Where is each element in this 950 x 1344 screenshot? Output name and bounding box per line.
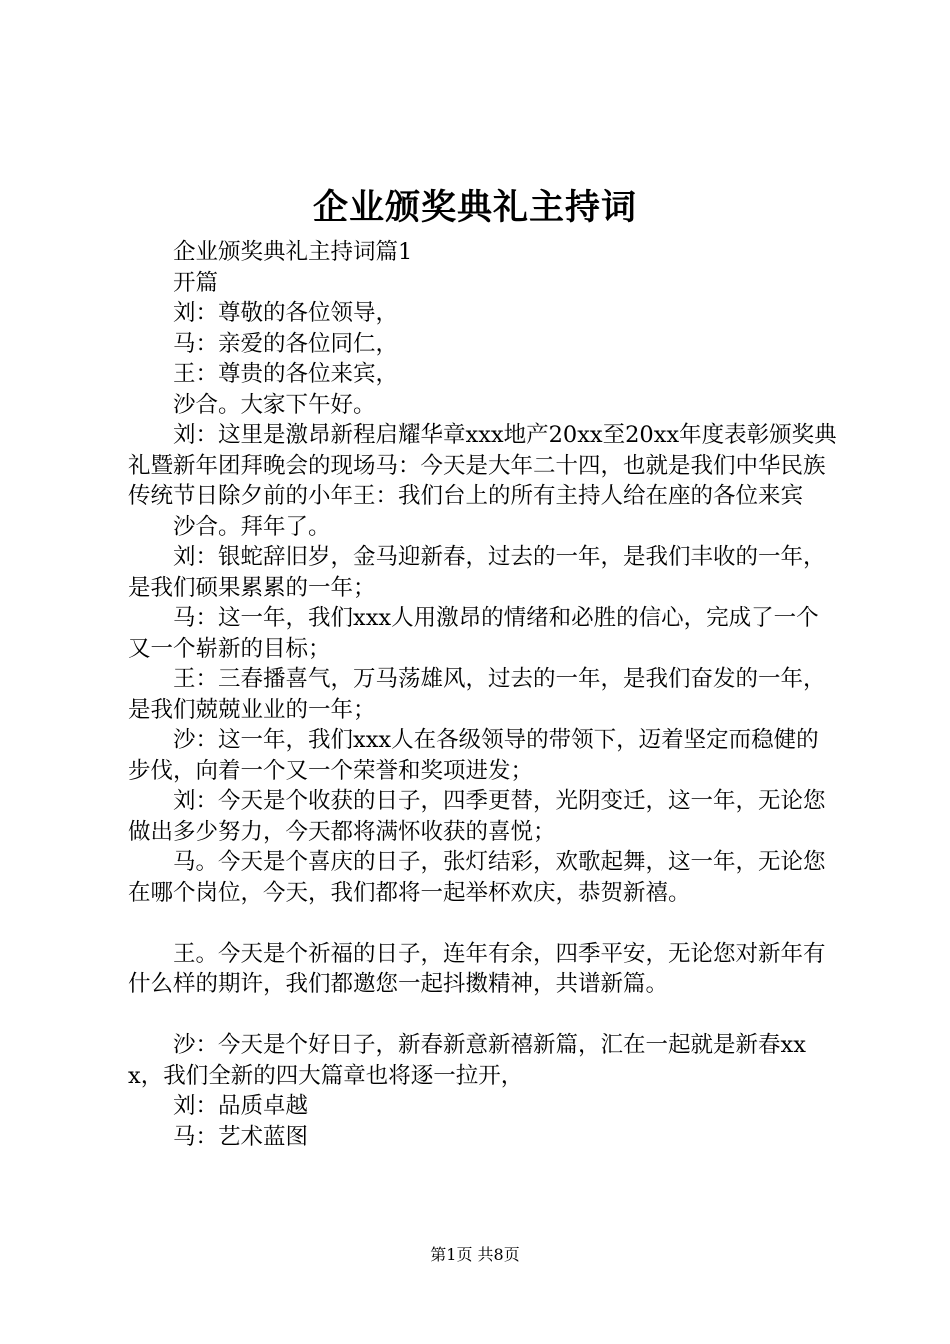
body-paragraph: 刘：这里是激昂新程启耀华章xxx地产20xx至20xx年度表彰颁奖典礼暨新年团拜晚会的现场马：今天是大年二十四，也就是我们中华民族传统节日除夕前的小年王：我们台上的所有主持人给在座的各位来宾 [128, 422, 837, 509]
document-title: 企业颁奖典礼主持词 [312, 187, 637, 228]
document-body [128, 237, 840, 1152]
body-paragraph: 刘：银蛇辞旧岁，金马迎新春，过去的一年，是我们丰收的一年，是我们硕果累累的一年； [128, 544, 826, 601]
page-footer: 第1页 共8页 [430, 1245, 520, 1264]
body-paragraph: 王：三春播喜气，万马荡雄风，过去的一年，是我们奋发的一年，是我们兢兢业业的一年； [128, 666, 826, 723]
body-paragraph: 马。今天是个喜庆的日子，张灯结彩，欢歌起舞，这一年，无论您在哪个岗位，今天，我们都将一起举杯欢庆，恭贺新禧。 [128, 849, 826, 906]
body-paragraph: 刘：尊敬的各位领导， [173, 300, 399, 326]
body-paragraph: 沙：这一年，我们xxx人在各级领导的带领下，迈着坚定而稳健的步伐，向着一个又一个荣誉和奖项进发； [128, 727, 819, 784]
body-paragraph: 沙合。大家下午好。 [173, 391, 376, 418]
body-paragraph: 刘：品质卓越 [173, 1093, 309, 1119]
body-paragraph: 沙合。拜年了。 [173, 513, 331, 540]
body-paragraph: 马：这一年，我们xxx人用激昂的情绪和必胜的信心，完成了一个又一个崭新的目标； [128, 605, 819, 662]
body-paragraph: 开篇 [173, 269, 219, 296]
body-paragraph: 王：尊贵的各位来宾， [173, 361, 399, 387]
body-paragraph: 王。今天是个祈福的日子，连年有余，四季平安，无论您对新年有什么样的期许，我们都邀您一起抖擞精神，共谱新篇。 [128, 940, 826, 997]
body-paragraph: 马：艺术蓝图 [173, 1123, 309, 1150]
body-paragraph: 沙：今天是个好日子，新春新意新禧新篇，汇在一起就是新春xxx，我们全新的四大篇章也将逐一拉开， [128, 1032, 806, 1089]
body-paragraph: 马：亲爱的各位同仁， [173, 330, 399, 357]
body-paragraph: 企业颁奖典礼主持词篇1 [173, 239, 413, 265]
body-paragraph: 刘：今天是个收获的日子，四季更替，光阴变迁，这一年，无论您做出多少努力，今天都将满怀收获的喜悦； [128, 788, 826, 845]
